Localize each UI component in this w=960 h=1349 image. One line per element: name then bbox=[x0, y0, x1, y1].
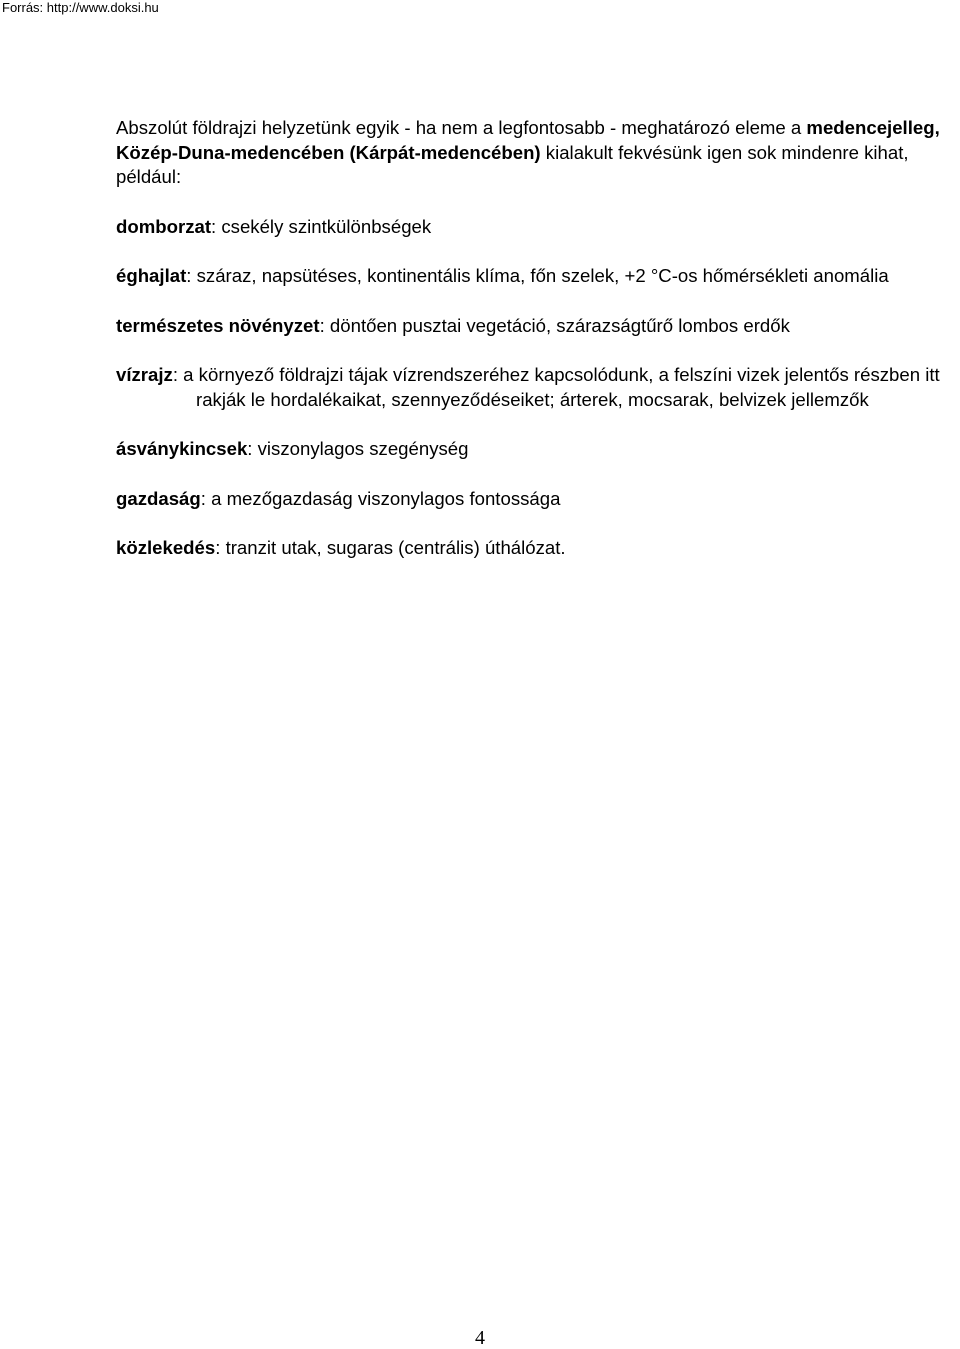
item-term: éghajlat bbox=[116, 265, 187, 286]
list-item-asvanykincsek bbox=[116, 437, 952, 462]
intro-bold-text: medencejelleg, Közép-Duna-medencében (Kárpát-medencében) bbox=[116, 117, 940, 163]
intro-text-start: Abszolút földrajzi helyzetünk egyik - ha nem a legfontosabb - meghatározó eleme a bbox=[116, 117, 807, 138]
item-term: vízrajz bbox=[116, 364, 173, 385]
list-item-vizrajz bbox=[116, 363, 952, 412]
source-line: Forrás: http://www.doksi.hu bbox=[2, 0, 159, 15]
document-body bbox=[116, 116, 952, 586]
intro-text-end: kialakult fekvésünk igen sok mindenre kihat, például: bbox=[116, 141, 909, 187]
item-term: természetes növényzet bbox=[116, 314, 320, 336]
item-text: : a környező földrajzi tájak vízrendszeréhez kapcsolódunk, a felszíni vizek jelentős részben itt rakják le hordalékaikat, szennyeződéseiket; árterek, mocsarak, belvizek jellemzők bbox=[172, 364, 940, 410]
item-term: domborzat bbox=[116, 215, 212, 237]
page-number: 4 bbox=[475, 1327, 485, 1349]
list-item-termeszetes-novenyzet bbox=[116, 314, 952, 339]
item-text: : a mezőgazdaság viszonylagos fontossága bbox=[200, 487, 561, 509]
item-text: : csekély szintkülönbségek bbox=[211, 215, 432, 237]
list-item-eghajlat bbox=[116, 264, 952, 289]
list-item-domborzat bbox=[116, 215, 952, 240]
item-text: : tranzit utak, sugaras (centrális) úthálózat. bbox=[215, 537, 566, 558]
item-text: : száraz, napsütéses, kontinentális klíma, főn szelek, +2 °C-os hőmérsékleti anomália bbox=[186, 265, 889, 286]
item-term: közlekedés bbox=[116, 537, 216, 558]
intro-paragraph bbox=[116, 116, 952, 190]
item-term: gazdaság bbox=[116, 487, 201, 509]
list-item-gazdasag bbox=[116, 487, 952, 512]
item-text: : viszonylagos szegénység bbox=[247, 438, 469, 459]
item-term: ásványkincsek bbox=[116, 438, 248, 459]
item-text: : döntően pusztai vegetáció, szárazságtűrő lombos erdők bbox=[319, 314, 790, 336]
list-item-kozlekedes bbox=[116, 536, 952, 561]
